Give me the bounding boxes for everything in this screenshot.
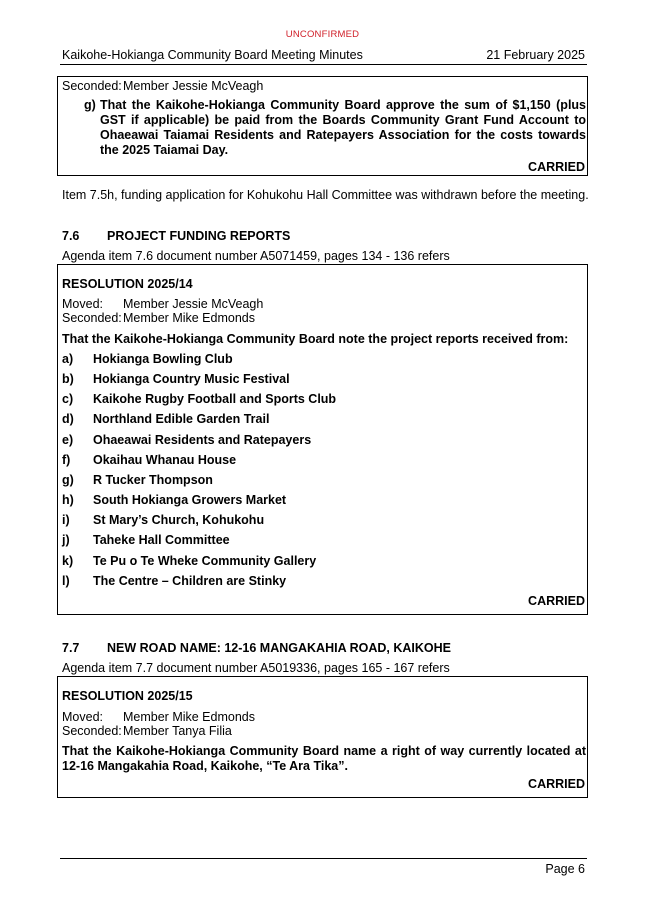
resolution-item-text: That the Kaikohe-Hokianga Community Board approve the sum of $1,150 (plus GST if applicable) be paid from the Boards Community Grant Fund Account to Ohaeawai Taiamai Residents and Ratepayers Association for the costs towards the 2025 Taiamai Day. (100, 98, 586, 157)
list-item-letter: l) (62, 574, 70, 588)
section-number: 7.6 (62, 229, 80, 243)
section-title: PROJECT FUNDING REPORTS (107, 229, 291, 243)
list-item-letter: b) (62, 372, 74, 386)
moved-label: Moved: (62, 710, 103, 724)
seconded-name: Member Jessie McVeagh (123, 79, 264, 93)
list-item-letter: g) (62, 473, 74, 487)
list-item: Northland Edible Garden Trail (93, 412, 270, 426)
list-item: Okaihau Whanau House (93, 453, 237, 467)
item-letter: g) (84, 98, 96, 112)
resolution-statement: That the Kaikohe-Hokianga Community Board name a right of way currently located at 12-16 Mangakahia Road, Kaikohe, “Te Ara Tika”. (62, 744, 586, 773)
resolution-number: RESOLUTION 2025/15 (62, 689, 193, 703)
agenda-reference: Agenda item 7.7 document number A5019336, pages 165 - 167 refers (62, 661, 450, 675)
footer-rule (60, 858, 587, 859)
list-item: South Hokianga Growers Market (93, 493, 287, 507)
list-item: Hokianga Bowling Club (93, 352, 233, 366)
header-rule (60, 64, 587, 65)
header-date: 21 February 2025 (486, 48, 585, 62)
resolution-box-2025-14 (57, 264, 588, 615)
carried-status: CARRIED (528, 777, 585, 791)
unconfirmed-watermark: UNCONFIRMED (285, 29, 360, 40)
list-item-letter: c) (62, 392, 74, 406)
withdrawn-note: Item 7.5h, funding application for Kohukohu Hall Committee was withdrawn before the meeting. (62, 188, 589, 202)
seconded-label: Seconded: (62, 724, 122, 738)
header-title: Kaikohe-Hokianga Community Board Meeting Minutes (62, 48, 363, 62)
list-item: Te Pu o Te Wheke Community Gallery (93, 554, 317, 568)
agenda-reference: Agenda item 7.6 document number A5071459, pages 134 - 136 refers (62, 249, 450, 263)
resolution-statement: That the Kaikohe-Hokianga Community Board note the project reports received from: (62, 332, 569, 346)
resolution-box-continued (57, 76, 588, 176)
seconded-label: Seconded: (62, 311, 122, 325)
resolution-box-2025-15 (57, 676, 588, 798)
carried-status: CARRIED (528, 160, 585, 174)
list-item-letter: h) (62, 493, 74, 507)
moved-name: Member Mike Edmonds (123, 710, 255, 724)
moved-label: Moved: (62, 297, 103, 311)
list-item-letter: f) (62, 453, 71, 467)
list-item: Ohaeawai Residents and Ratepayers (93, 433, 312, 447)
list-item-letter: d) (62, 412, 74, 426)
seconded-name: Member Tanya Filia (123, 724, 232, 738)
section-number: 7.7 (62, 641, 80, 655)
seconded-name: Member Mike Edmonds (123, 311, 255, 325)
list-item: The Centre – Children are Stinky (93, 574, 287, 588)
list-item: R Tucker Thompson (93, 473, 213, 487)
list-item-letter: a) (62, 352, 74, 366)
section-title: NEW ROAD NAME: 12-16 MANGAKAHIA ROAD, KAIKOHE (107, 641, 451, 655)
list-item: St Mary’s Church, Kohukohu (93, 513, 265, 527)
seconded-label: Seconded: (62, 79, 122, 93)
list-item-letter: k) (62, 554, 74, 568)
page-header (62, 48, 585, 62)
list-item: Kaikohe Rugby Football and Sports Club (93, 392, 337, 406)
moved-name: Member Jessie McVeagh (123, 297, 264, 311)
list-item: Hokianga Country Music Festival (93, 372, 290, 386)
resolution-number: RESOLUTION 2025/14 (62, 277, 193, 291)
list-item-letter: e) (62, 433, 74, 447)
list-item: Taheke Hall Committee (93, 533, 230, 547)
carried-status: CARRIED (528, 594, 585, 608)
list-item-letter: j) (62, 533, 70, 547)
page-number: Page 6 (545, 862, 585, 876)
list-item-letter: i) (62, 513, 70, 527)
